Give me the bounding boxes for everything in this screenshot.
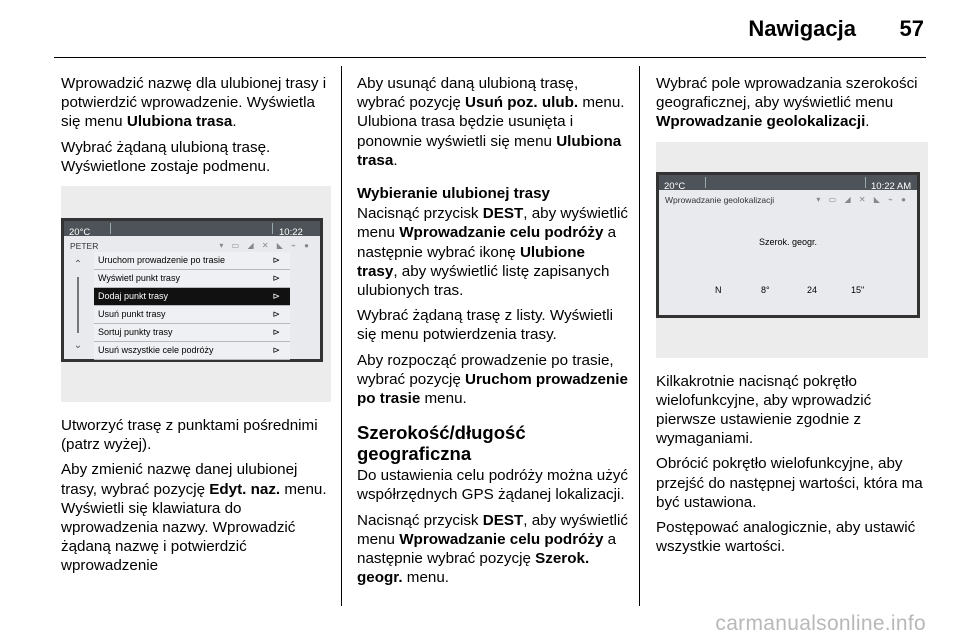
route-menu [94,252,290,360]
menu-item[interactable]: Wyświetl punkt trasy ⊳ [94,270,290,288]
hemisphere-field[interactable]: N [715,284,722,295]
chevron-right-icon: ⊳ [272,273,280,284]
paragraph: Aby usunąć daną ulubioną trasę, wybrać pozycję Usuń poz. ulub. menu. Ulubiona trasa będzie usunięta i ponownie wyświetli się menu Ulubiona trasa. [357,75,625,169]
subheading: Wybieranie ulubionej trasy [357,185,550,203]
clock: 10:22 AM [871,180,912,192]
column-2 [357,74,629,593]
paragraph: Wybrać żądaną trasę z listy. Wyświetli się menu potwierdzenia trasy. [357,307,614,344]
chevron-right-icon: ⊳ [272,291,280,302]
minutes-field[interactable]: 24 [807,284,818,295]
menu-item-selected[interactable]: Dodaj punkt trasy ⊳ [94,288,290,306]
latitude-label: Szerok. geogr. [758,236,818,247]
seconds-field[interactable]: 15" [851,284,865,295]
infotainment-screen [656,172,920,318]
column-divider [639,66,640,606]
page-header [0,0,960,58]
chevron-right-icon: ⊳ [272,309,280,320]
scroll-up-icon[interactable]: ⌃ [73,259,83,271]
paragraph: Nacisnąć przycisk DEST, aby wyświetlić menu Wprowadzanie celu podróży a następnie wybrać pozycję Szerok. geogr. menu. [357,511,628,587]
chevron-right-icon: ⊳ [272,327,280,338]
column-3 [656,74,928,562]
screen-title: PETER ▾ ▭ ◢ ✕ ◣ ⌁ ● [64,236,320,250]
paragraph: Kilkakrotnie nacisnąć pokrętło wielofunkcyjne, aby wprowadzić pierwsze ustawienie zgodnie z wymaganiami. [656,372,872,448]
screen-title: Wprowadzanie geolokalizacji ▾ ▭ ◢ ✕ ◣ ⌁ ● [659,190,917,204]
section-heading: Szerokość/długość geograficzna [357,422,526,465]
chevron-right-icon: ⊳ [272,255,280,266]
header-rule [54,57,926,58]
degrees-field[interactable]: 8° [761,284,770,295]
scroll-down-icon[interactable]: ⌄ [73,340,83,352]
section-title: Nawigacja [748,16,856,41]
clock: 10:22 [279,227,303,239]
paragraph: Wybrać żądaną ulubioną trasę. Wyświetlone zostaje podmenu. [61,138,271,175]
page-number: 57 [899,16,924,41]
column-divider [341,66,342,606]
paragraph: Wybrać pole wprowadzania szerokości geograficznej, aby wyświetlić menu Wprowadzanie geolokalizacji. [656,75,918,131]
status-bar [64,221,320,239]
paragraph: Aby rozpocząć prowadzenie po trasie, wybrać pozycję Uruchom prowadzenie po trasie menu. [357,351,628,408]
screenshot-area [61,186,331,402]
infotainment-screen [61,218,323,362]
paragraph: Postępować analogicznie, aby ustawić wszystkie wartości. [656,519,916,556]
temperature: 20°C [69,227,91,239]
paragraph: Wprowadzić nazwę dla ulubionej trasy i potwierdzić wprowadzenie. Wyświetla się menu Ulubiona trasa. [61,75,327,131]
screenshot-area [656,142,928,358]
status-icons: ▾ ▭ ◢ ✕ ◣ ⌁ ● [219,241,312,251]
menu-item[interactable]: Usuń punkt trasy ⊳ [94,306,290,324]
menu-item[interactable]: Usuń wszystkie cele podróży ⊳ [94,342,290,360]
paragraph: Nacisnąć przycisk DEST, aby wyświetlić menu Wprowadzanie celu podróży a następnie wybrać ikonę Ulubione trasy, aby wyświetlić listę zapisanych ulubionych tras. [357,205,628,300]
paragraph: Obrócić pokrętło wielofunkcyjne, aby przejść do następnej wartości, która ma być ustawiona. [656,455,923,511]
status-bar [659,175,917,190]
column-1 [61,74,331,582]
watermark: carmanualsonline.info [715,612,926,635]
temperature: 20°C [664,180,686,192]
paragraph: Aby zmienić nazwę danej ulubionej trasy, wybrać pozycję Edyt. naz. menu. Wyświetli się klawiatura do wprowadzenia nazwy. Wprowadzić żądaną nazwę i potwierdzić wprowadzenie [61,461,327,575]
scrollbar[interactable] [72,255,84,355]
menu-item[interactable]: Uruchom prowadzenie po trasie ⊳ [94,252,290,270]
paragraph: Do ustawienia celu podróży można użyć współrzędnych GPS żądanej lokalizacji. [357,467,628,504]
paragraph: Utworzyć trasę z punktami pośrednimi (patrz wyżej). [61,417,318,454]
status-icons: ▾ ▭ ◢ ✕ ◣ ⌁ ● [816,194,909,204]
chevron-right-icon: ⊳ [272,345,280,356]
menu-item[interactable]: Sortuj punkty trasy ⊳ [94,324,290,342]
